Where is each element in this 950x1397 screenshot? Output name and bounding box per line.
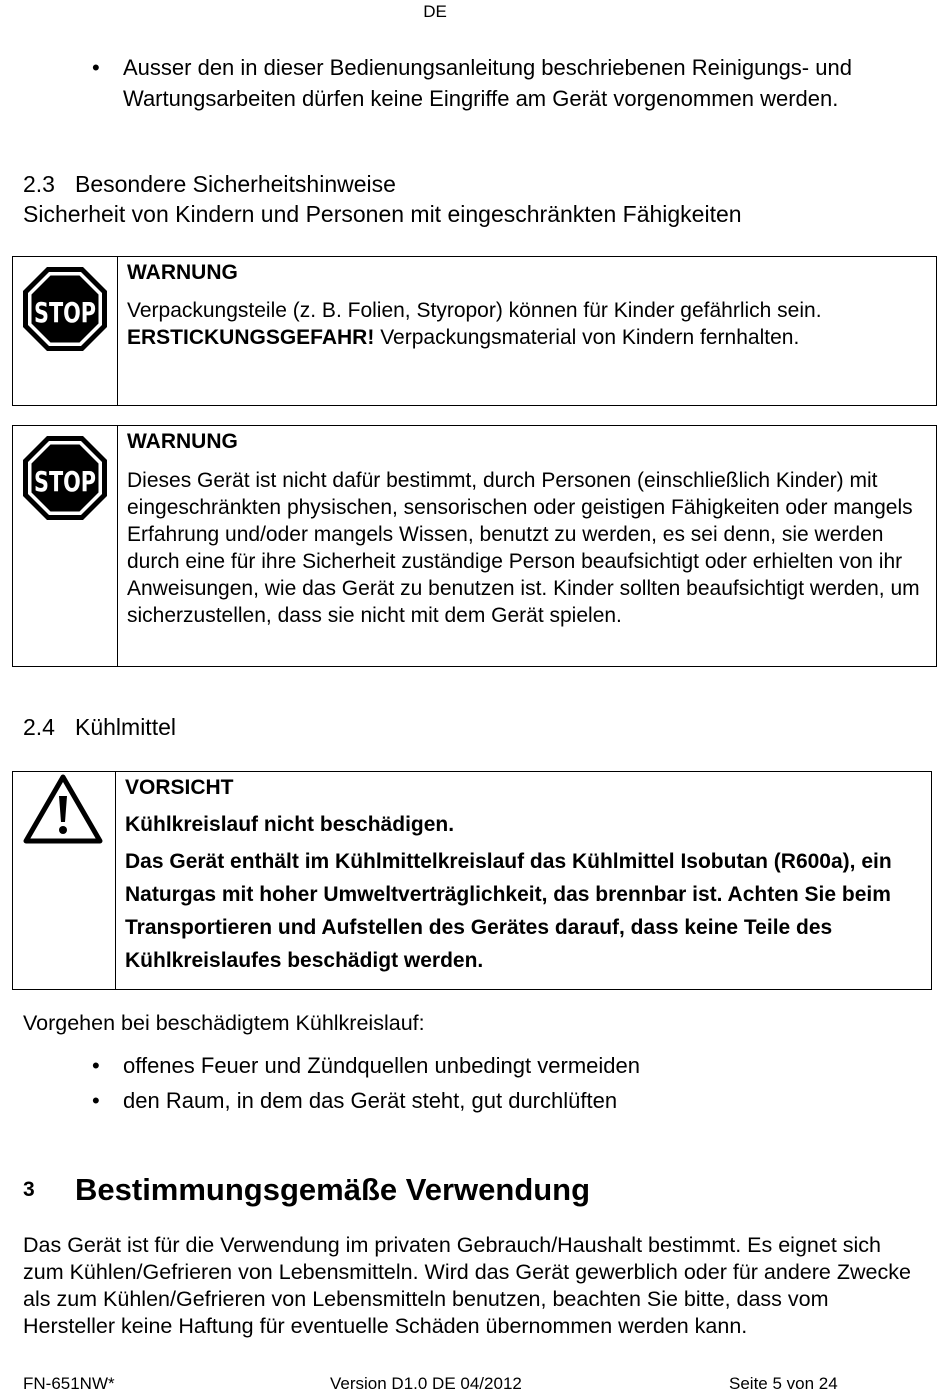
caution-box-refrigerant bbox=[12, 771, 932, 990]
damage-intro: Vorgehen bei beschädigtem Kühlkreislauf: bbox=[23, 1011, 425, 1035]
chapter-heading-3 bbox=[23, 1172, 590, 1208]
warning-text-line1: Verpackungsteile (z. B. Folien, Styropor) können für Kinder gefährlich sein. bbox=[127, 299, 822, 322]
warning-box-children bbox=[12, 425, 937, 667]
damage-bullet-list bbox=[92, 1048, 913, 1118]
footer-version: Version D1.0 DE 04/2012 bbox=[330, 1374, 522, 1393]
section-title: Besondere Sicherheitshinweise bbox=[75, 171, 396, 197]
intro-bullet-list bbox=[92, 52, 913, 114]
section-heading-2-4 bbox=[23, 712, 176, 742]
chapter-title: Bestimmungsgemäße Verwendung bbox=[75, 1172, 591, 1207]
bullet-text: Ausser den in dieser Bedienungsanleitung beschriebenen Reinigungs- und Wartungsarbeiten dürfen keine Eingriffe am Gerät vorgenommen werden. bbox=[123, 55, 852, 111]
footer-page-number: Seite 5 von 24 bbox=[729, 1374, 838, 1393]
section-number: 2.3 bbox=[23, 171, 55, 197]
bullet-text: offenes Feuer und Zündquellen unbedingt vermeiden bbox=[123, 1053, 640, 1078]
bullet-icon: • bbox=[92, 55, 100, 80]
list-item bbox=[92, 52, 913, 114]
section-title: Kühlmittel bbox=[75, 714, 176, 740]
svg-text:STOP: STOP bbox=[34, 296, 96, 329]
chapter-number: 3 bbox=[23, 1178, 35, 1201]
list-item bbox=[92, 1048, 913, 1083]
warning-text-rest: Verpackungsmaterial von Kindern fernhalten. bbox=[374, 326, 800, 349]
warning-text: Dieses Gerät ist nicht dafür bestimmt, durch Personen (einschließlich Kinder) mit eingeschränkten physischen, sensorischen oder geistigen Fähigkeiten oder mangels Erfahrung und/oder mangels Wissen, benutzt zu werden, es sei denn, sie werden durch eine für ihre Sicherheit zuständige Person beaufsichtigt oder erhielten von ihr Anweisungen, wie das Gerät zu benutzen ist. Kinder sollten beaufsichtigt werden, um sicherzustellen, dass sie nicht mit dem Gerät spielen. bbox=[127, 469, 920, 627]
section-number: 2.4 bbox=[23, 714, 55, 740]
bullet-icon: • bbox=[92, 1088, 100, 1113]
warning-label: WARNUNG bbox=[127, 261, 238, 284]
box-divider bbox=[117, 426, 118, 666]
header-language: DE bbox=[423, 2, 447, 21]
section-subtitle: Sicherheit von Kindern und Personen mit eingeschränkten Fähigkeiten bbox=[23, 201, 742, 227]
list-item bbox=[92, 1083, 913, 1118]
warning-triangle-icon bbox=[23, 774, 103, 849]
chapter-text: Das Gerät ist für die Verwendung im privaten Gebrauch/Haushalt bestimmt. Es eignet sich zum Kühlen/Gefrieren von Lebensmitteln. Wird das Gerät gewerblich oder für andere Zwecke als zum Kühlen/Gefrieren von Lebensmitteln benutzen, beachten Sie bitte, dass vom Hersteller keine Haftung für eventuelle Schäden übernommen werden kann. bbox=[23, 1233, 911, 1338]
stop-sign-icon bbox=[22, 435, 108, 526]
warning-text-line2 bbox=[127, 324, 927, 351]
bullet-icon: • bbox=[92, 1053, 100, 1078]
caution-line1: Kühlkreislauf nicht beschädigen. bbox=[125, 813, 455, 836]
warning-box-packaging bbox=[12, 256, 937, 406]
caution-text: Das Gerät enthält im Kühlmittelkreislauf das Kühlmittel Isobutan (R600a), ein Naturgas mit hoher Umweltverträglichkeit, das brennbar ist. Achten Sie beim Transportieren und Aufstellen des Gerätes darauf, dass keine Teile des Kühlkreislaufes beschädigt werden. bbox=[125, 850, 892, 972]
section-heading-2-3 bbox=[23, 169, 396, 199]
svg-text:STOP: STOP bbox=[34, 465, 96, 498]
warning-emphasis: ERSTICKUNGSGEFAHR! bbox=[127, 326, 375, 349]
box-divider bbox=[117, 257, 118, 405]
caution-label: VORSICHT bbox=[125, 776, 234, 799]
footer-model: FN-651NW* bbox=[23, 1374, 115, 1393]
box-divider bbox=[115, 772, 116, 989]
stop-sign-icon bbox=[22, 266, 108, 357]
warning-label: WARNUNG bbox=[127, 430, 238, 453]
bullet-text: den Raum, in dem das Gerät steht, gut durchlüften bbox=[123, 1088, 618, 1113]
